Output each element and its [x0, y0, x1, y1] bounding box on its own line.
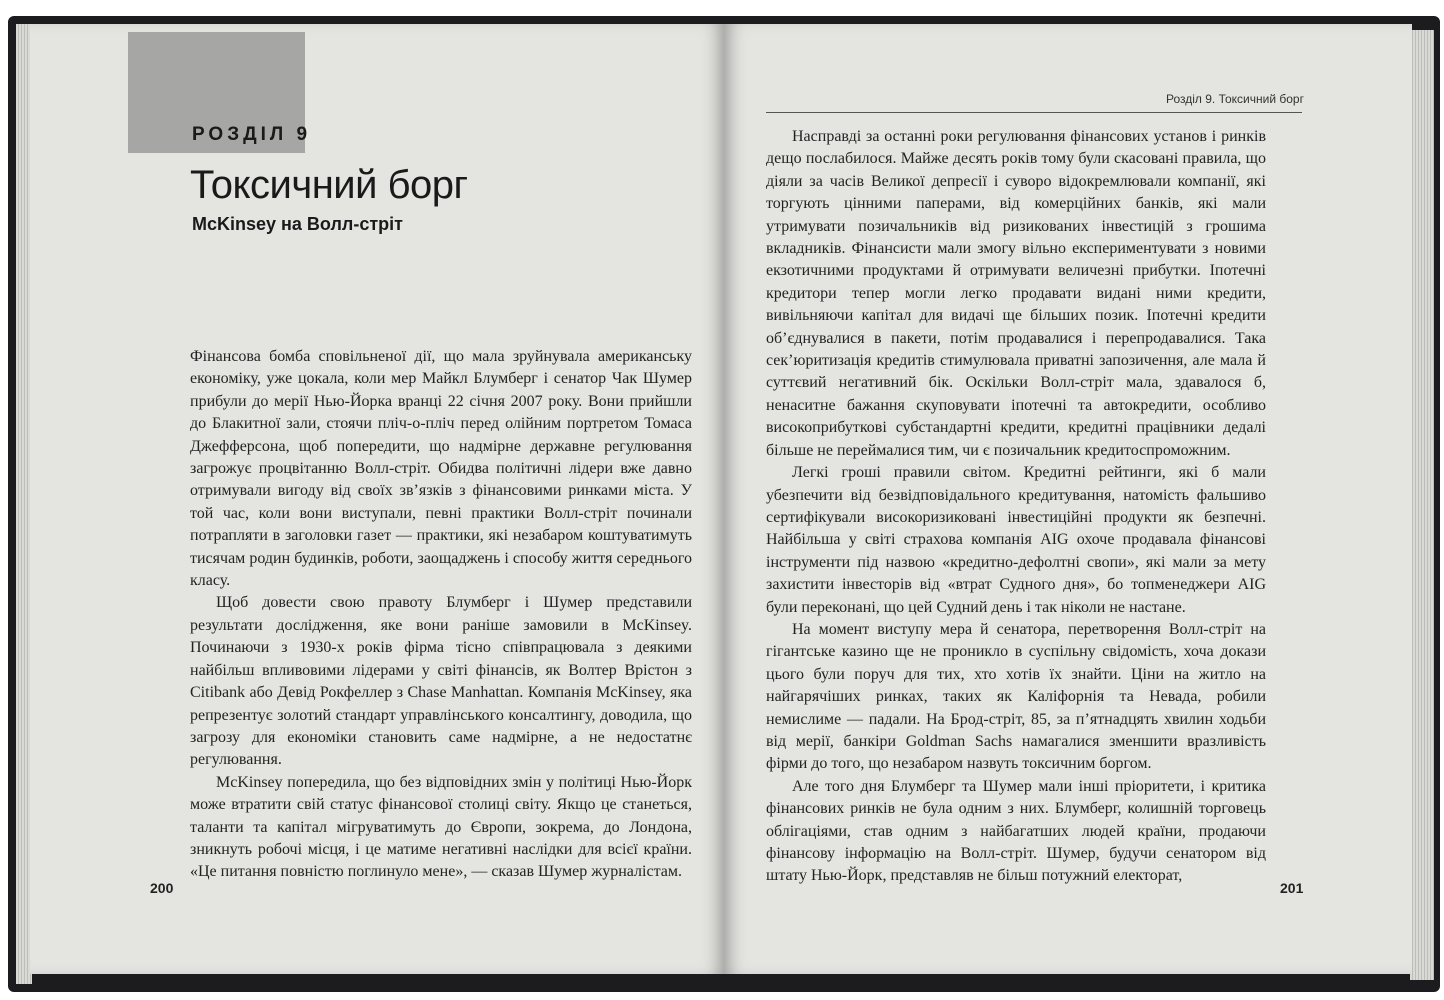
- page-edges-right: [1410, 30, 1434, 980]
- paragraph: McKinsey попередила, що без відповідних змін у політиці Нью-Йорк може втратити свій статус фінансової столиці світу. Якщо це станеться, таланти та капітал мігруватимуть до Європи, зокрема, до Лондона, зникнуть робочі місця, і це матиме негативні наслідки для всієї країни. «Це питання повністю поглинуло мене», — сказав Шумер журналістам.: [190, 773, 692, 881]
- chapter-label: РОЗДІЛ 9: [192, 124, 312, 145]
- paragraph: Насправді за останні роки регулювання фінансових установ і ринків дещо послабилося. Майже десять років тому були скасовані правила, що діяли за часів Великої депресії і суворо відокремлювали компанії, які торгують цінними паперами, від комерційних банків, які мали утримувати позичальників від ризикованих інвестицій з грошима вкладників. Фінансисти мали змогу вільно експериментувати з новими екзотичними продуктами й отримувати величезні прибутки. Іпотечні кредитори тепер могли легко продавати видані ними кредити, вивільняючи капітал для видачі ще більших позик. Іпотечні кредити об’єднувалися в пакети, потім продавалися і перепродавалися. Така сек’юритизація кредитів стимулювала приватні запозичення, але мала й суттєвий негативний бік. Оскільки Волл-стріт мала, здавалося б, ненаситне бажання скуповувати іпотечні та автокредити, особливо високоприбуткові субстандартні кредити, кредитні працівники дедалі більше не переймалися тим, чи є позичальник кредитоспроможним.: [766, 128, 1266, 459]
- paragraph: Легкі гроші правили світом. Кредитні рейтинги, які б мали убезпечити від безвідповідального кредитування, натомість фальшиво сертифікували високоризиковані інвестиційні продукти як безпечні. Найбільша у світі страхова компанія AIG охоче продавала фінансові інструменти під назвою «кредитно-дефолтні свопи», які мали за мету захистити інвесторів від «втрат Судного дня», бо топменеджери AIG були переконані, що цей Судний день і так ніколи не настане.: [766, 464, 1266, 616]
- chapter-title: Токсичний борг: [190, 163, 468, 207]
- running-head: Розділ 9. Токсичний борг: [1166, 92, 1304, 106]
- page-number-left: 200: [150, 880, 174, 896]
- right-page-body: [766, 126, 1266, 888]
- paragraph: Фінансова бомба сповільненої дії, що мала зруйнувала американську економіку, уже цокала, коли мер Майкл Блумберг і сенатор Чак Шумер прибули до мерії Нью-Йорка вранці 22 січня 2007 року. Вони прийшли до Блакитної зали, стоячи пліч-о-пліч перед олійним портретом Томаса Джефферсона, щоб попередити, що надмірне державне регулювання загрожує процвітанню Волл-стріт. Обидва політичні лідери вже давно отримували вигоду від своїх зв’язків з фінансовими ринками міста. У той час, коли вони виступали, певні практики Волл-стріт починали потрапляти в заголовки газет — практики, які незабаром коштуватимуть тисячам родин будинків, роботи, заощаджень і способу життя середнього класу.: [190, 348, 692, 590]
- running-head-rule: [766, 112, 1302, 113]
- chapter-subtitle: McKinsey на Волл-стріт: [192, 214, 403, 234]
- left-page-body: [190, 346, 692, 884]
- paragraph: Але того дня Блумберг та Шумер мали інші пріоритети, і критика фінансових ринків не була одним з них. Блумберг, колишній торговець облігаціями, став одним з найбагатших людей країни, продаючи фінансову інформацію на Волл-стріт. Шумер, будучи сенатором від штату Нью-Йорк, представляв не більш потужний електорат,: [766, 777, 1266, 885]
- page-number-right: 201: [1280, 880, 1304, 896]
- paragraph: На момент виступу мера й сенатора, перетворення Волл-стріт на гігантське казино ще не проникло в суспільну свідомість, хоча докази цього були поруч для тих, хто хотів їх знайти. Ціни на житло на найгарячіших ринках, таких як Каліфорнія та Невада, робили немислиме — падали. На Брод-стріт, 85, за п’ятнадцять хвилин ходьби від мерії, банкіри Goldman Sachs намагалися зменшити вразливість фірми до того, що незабаром назвуть токсичним боргом.: [766, 620, 1266, 773]
- paragraph: Щоб довести свою правоту Блумберг і Шумер представили результати дослідження, яке вони раніше замовили в McKinsey. Починаючи з 1930-х років фірма тісно співпрацювала з деякими найбільш впливовими лідерами у світі фінансів, як Волтер Врістон з Citibank або Девід Рокфеллер з Chase Manhattan. Компанія McKinsey, яка репрезентує золотий стандарт управлінського консалтингу, доводила, що загрозу для економіки становить саме надмірне, а не недостатнє регулювання.: [190, 594, 692, 769]
